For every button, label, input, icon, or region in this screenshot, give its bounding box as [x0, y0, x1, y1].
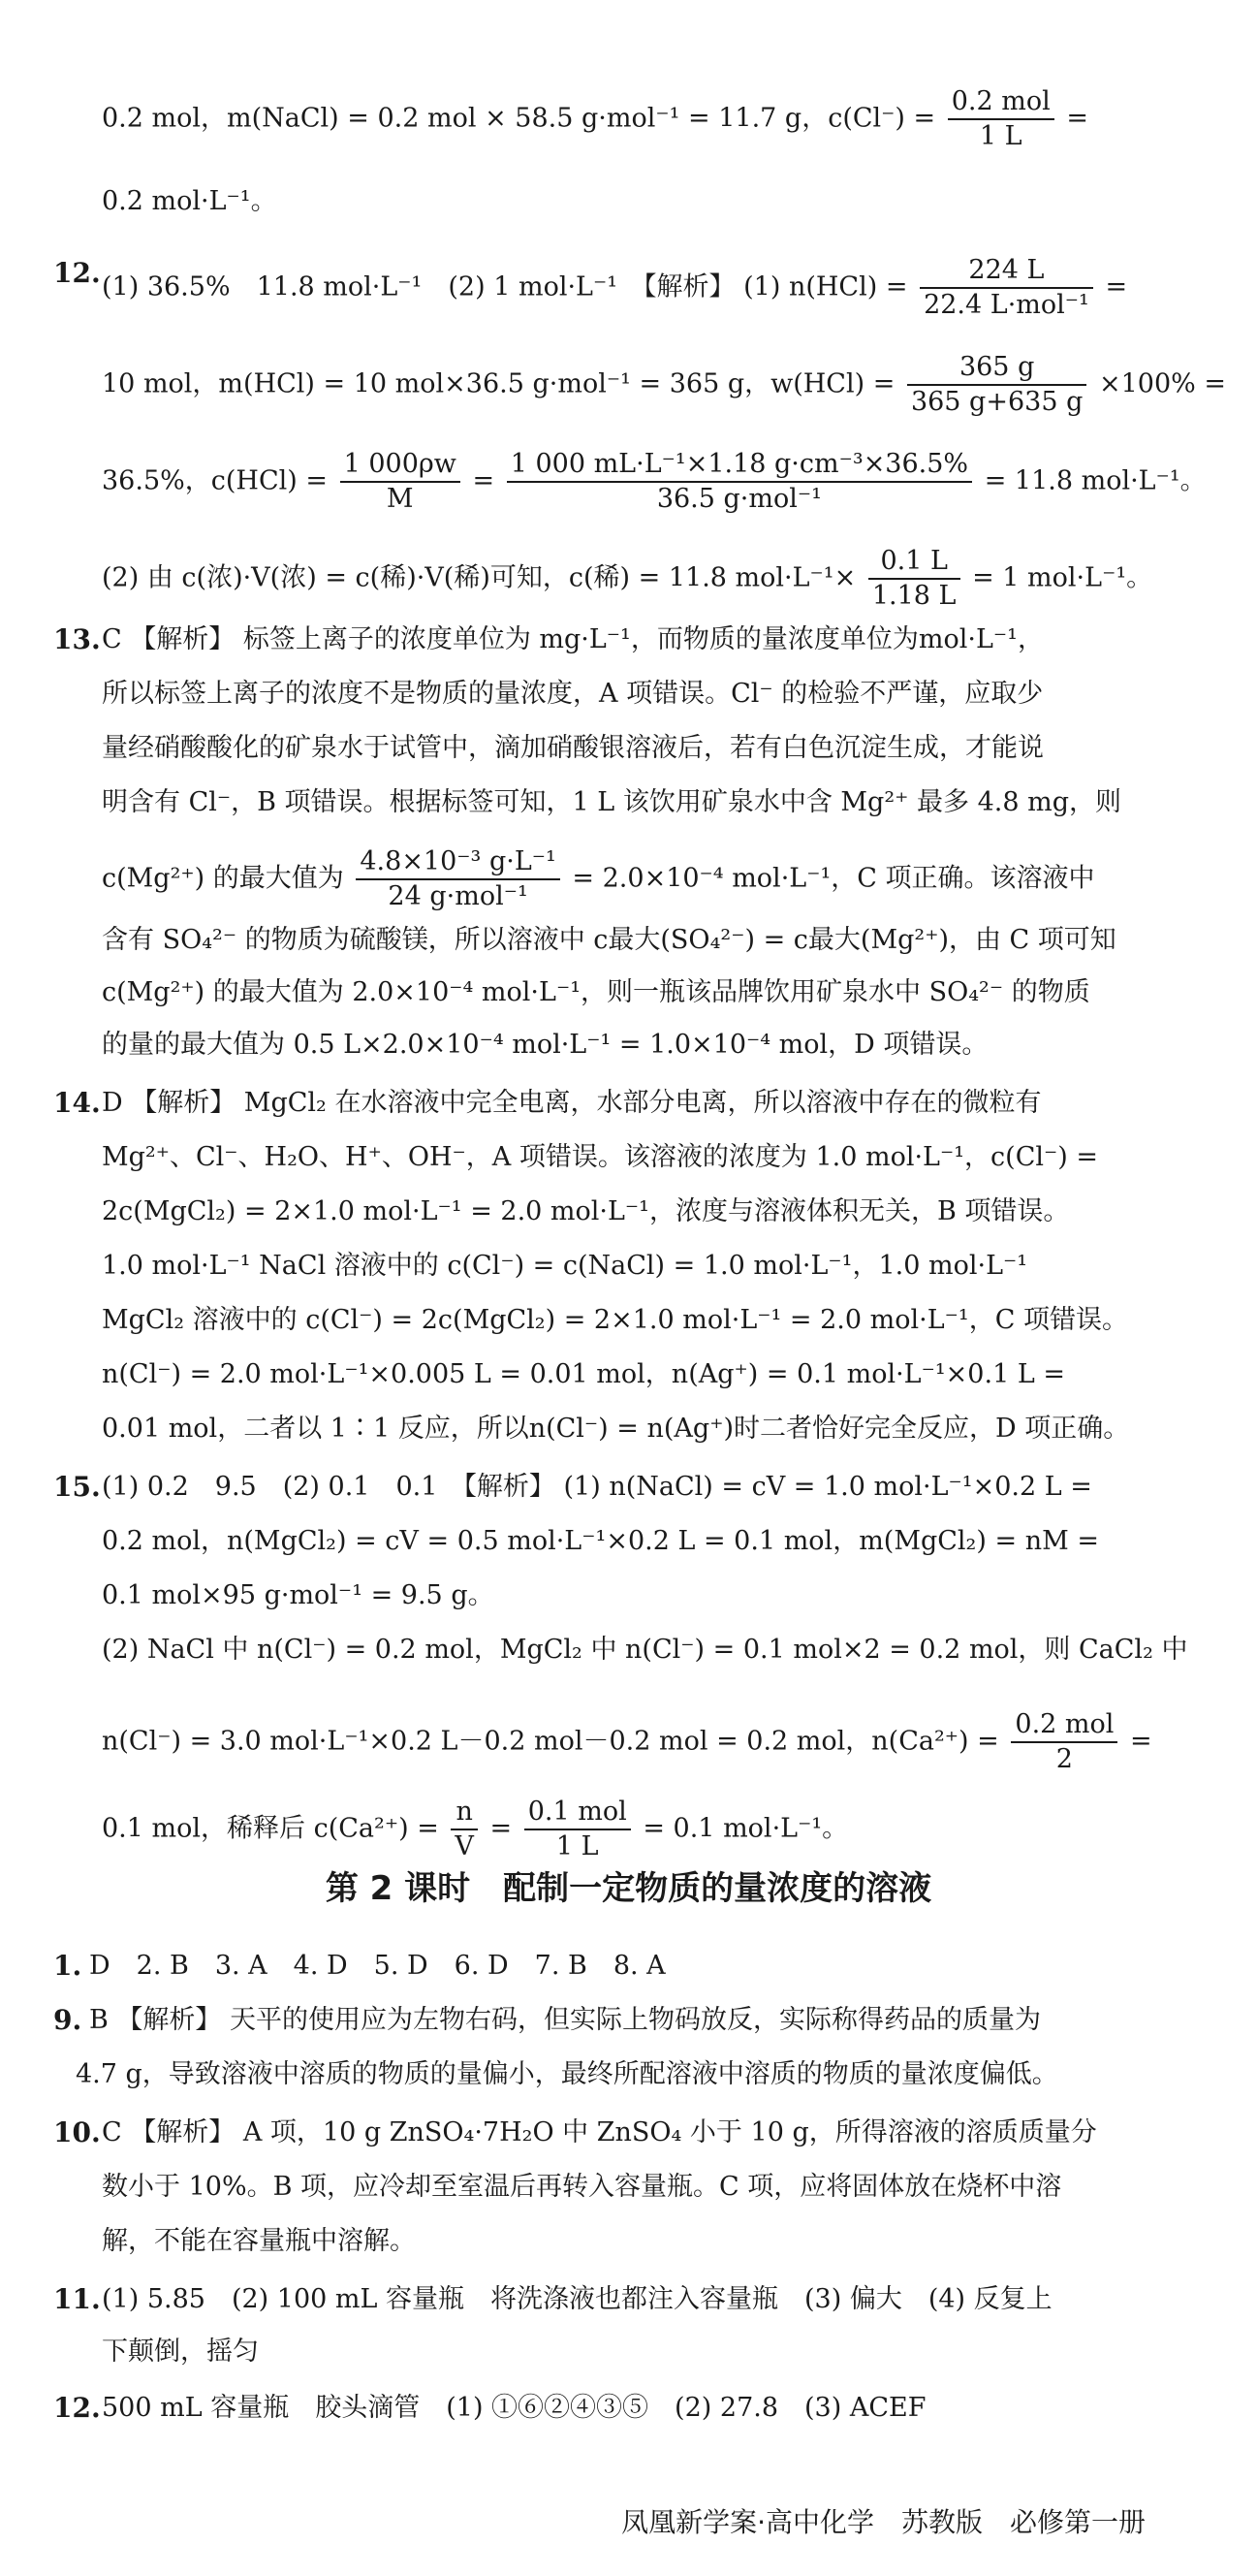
question-number: 14. — [53, 1087, 101, 1119]
line-s8: 下颠倒，摇匀 — [102, 2337, 259, 2367]
line-14: 的量的最大值为 0.5 L×2.0×10⁻⁴ mol·L⁻¹ = 1.0×10⁻⁴ mol，D 项错误。 — [102, 1030, 989, 1060]
line-7: C 【解析】 标签上离子的浓度单位为 mg·L⁻¹，而物质的量浓度单位为mol·L⁻¹， — [102, 624, 1044, 654]
fraction: $\frac{224 L}{\text{22.4 L·mol⁻¹}}$ — [920, 254, 1093, 322]
line-19: MgCl₂ 溶液中的 c(Cl⁻) = 2c(MgCl₂) = 2×1.0 mol·L⁻¹ = 2.0 mol·L⁻¹，C 项错误。 — [102, 1305, 1128, 1335]
page-footer: 凤凰新学案·高中化学 苏教版 必修第一册 — [621, 2506, 1146, 2538]
line-10: 明含有 Cl⁻，B 项错误。根据标签可知，1 L 该饮用矿泉水中含 Mg²⁺ 最多 4.8 mg，则 — [102, 787, 1121, 817]
fraction: $\frac{1 000\rho w}{M}$ — [340, 448, 460, 516]
line-27: 0.1 mol，稀释后 c(Ca²⁺) = $\frac{n}{V}$ = $\frac{\text{0.1 mol}}{1 L}$ = 0.1 mol·L⁻¹。 — [102, 1797, 849, 1861]
question-number: 15. — [53, 1471, 101, 1503]
line-16: Mg²⁺、Cl⁻、H₂O、H⁺、OH⁻，A 项错误。该溶液的浓度为 1.0 mol·L⁻¹，c(Cl⁻) = — [102, 1142, 1098, 1172]
fraction: $\frac{\text{0.2 mol}}{2}$ — [1011, 1708, 1117, 1776]
fraction: $\frac{\text{1 000 mL·L⁻¹×1.18 g·cm⁻³×36.5\%}}{\text{36.5 g·mol⁻¹}}$ — [507, 448, 972, 516]
line-15: D 【解析】 MgCl₂ 在水溶液中完全电离，水部分电离，所以溶液中存在的微粒有 — [102, 1088, 1042, 1118]
line-22: (1) 0.2 9.5 (2) 0.1 0.1 【解析】 (1) n(NaCl) = cV = 1.0 mol·L⁻¹×0.2 L = — [102, 1472, 1092, 1502]
line-23: 0.2 mol，n(MgCl₂) = cV = 0.5 mol·L⁻¹×0.2 L = 0.1 mol，m(MgCl₂) = nM = — [102, 1526, 1099, 1556]
line-24: 0.1 mol×95 g·mol⁻¹ = 9.5 g。 — [102, 1580, 494, 1610]
line-s2: B 【解析】 天平的使用应为左物右码，但实际上物码放反，实际称得药品的质量为 — [89, 2005, 1042, 2035]
fraction: $\frac{\text{0.1 mol}}{1 L}$ — [524, 1796, 631, 1863]
question-number: 11. — [53, 2283, 101, 2315]
line-1: 0.2 mol，m(NaCl) = 0.2 mol × 58.5 g·mol⁻¹ = 11.7 g，c(Cl⁻) = $\frac{\text{0.2 mol}}{1 L}$ = — [102, 86, 1088, 151]
line-13: c(Mg²⁺) 的最大值为 2.0×10⁻⁴ mol·L⁻¹，则一瓶该品牌饮用矿泉水中 SO₄²⁻ 的物质 — [102, 977, 1090, 1007]
line-5: 36.5%，c(HCl) = $\frac{1 000\rho w}{M}$ = $\frac{\text{1 000 mL·L⁻¹×1.18 g·cm⁻³×36.5\%}}{\text{36.5 g·mol⁻¹}}$ = 11.8 mol·L⁻¹。 — [102, 449, 1207, 514]
line-8: 所以标签上离子的浓度不是物质的量浓度，A 项错误。Cl⁻ 的检验不严谨，应取少 — [102, 679, 1044, 709]
line-21: 0.01 mol，二者以 1∶1 反应，所以n(Cl⁻) = n(Ag⁺)时二者恰好完全反应，D 项正确。 — [102, 1414, 1130, 1444]
line-s4: C 【解析】 A 项，10 g ZnSO₄·7H₂O 中 ZnSO₄ 小于 10 g，所得溶液的溶质质量分 — [102, 2117, 1097, 2147]
question-number: 10. — [53, 2116, 101, 2148]
question-number: 12. — [53, 257, 101, 289]
question-number: 12. — [53, 2392, 101, 2424]
fraction: $\frac{\text{0.2 mol}}{1 L}$ — [948, 85, 1054, 153]
line-25: (2) NaCl 中 n(Cl⁻) = 0.2 mol，MgCl₂ 中 n(Cl⁻) = 0.1 mol×2 = 0.2 mol，则 CaCl₂ 中 — [102, 1635, 1188, 1665]
question-number: 9. — [53, 2004, 82, 2036]
line-20: n(Cl⁻) = 2.0 mol·L⁻¹×0.005 L = 0.01 mol，n(Ag⁺) = 0.1 mol·L⁻¹×0.1 L = — [102, 1359, 1065, 1389]
line-26: n(Cl⁻) = 3.0 mol·L⁻¹×0.2 L－0.2 mol－0.2 mol = 0.2 mol，n(Ca²⁺) = $\frac{\text{0.2 mol}}{2}$ = — [102, 1709, 1152, 1774]
line-17: 2c(MgCl₂) = 2×1.0 mol·L⁻¹ = 2.0 mol·L⁻¹，浓度与溶液体积无关，B 项错误。 — [102, 1196, 1070, 1226]
line-18: 1.0 mol·L⁻¹ NaCl 溶液中的 c(Cl⁻) = c(NaCl) = 1.0 mol·L⁻¹，1.0 mol·L⁻¹ — [102, 1251, 1028, 1281]
question-number: 1. — [53, 1950, 82, 1982]
line-2: 0.2 mol·L⁻¹。 — [102, 186, 277, 216]
question-number: 13. — [53, 623, 101, 655]
line-s6: 解，不能在容量瓶中溶解。 — [102, 2226, 416, 2256]
line-6: (2) 由 c(浓)·V(浓) = c(稀)·V(稀)可知，c(稀) = 11.8 mol·L⁻¹× $\frac{0.1 L}{1.18 L}$ = 1 mol·L⁻¹。 — [102, 546, 1153, 611]
fraction: $\frac{\text{4.8×10⁻³ g·L⁻¹}}{\text{24 g·mol⁻¹}}$ — [356, 845, 559, 913]
section-heading: 第 2 课时 配制一定物质的量浓度的溶液 — [325, 1869, 932, 1908]
line-3: (1) 36.5% 11.8 mol·L⁻¹ (2) 1 mol·L⁻¹ 【解析】 (1) n(HCl) = $\frac{224 L}{\text{22.4 L·mol⁻¹}}$ = — [102, 255, 1128, 320]
line-s9: 500 mL 容量瓶 胶头滴管 (1) ①⑥②④③⑤ (2) 27.8 (3) ACEF — [102, 2393, 927, 2423]
fraction: $\frac{0.1 L}{1.18 L}$ — [868, 545, 960, 613]
line-4: 10 mol，m(HCl) = 10 mol×36.5 g·mol⁻¹ = 365 g，w(HCl) = $\frac{365 g}{365 g+635 g}$ ×100% = — [102, 352, 1226, 417]
line-12: 含有 SO₄²⁻ 的物质为硫酸镁，所以溶液中 c最大(SO₄²⁻) = c最大(Mg²⁺)，由 C 项可知 — [102, 925, 1116, 955]
line-s5: 数小于 10%。B 项，应冷却至室温后再转入容量瓶。C 项，应将固体放在烧杯中溶 — [102, 2172, 1062, 2202]
line-9: 量经硝酸酸化的矿泉水于试管中，滴加硝酸银溶液后，若有白色沉淀生成，才能说 — [102, 733, 1044, 763]
fraction: $\frac{n}{V}$ — [451, 1796, 478, 1863]
fraction: $\frac{365 g}{365 g+635 g}$ — [907, 351, 1086, 419]
line-s1: D 2. B 3. A 4. D 5. D 6. D 7. B 8. A — [89, 1951, 666, 1981]
line-s7: (1) 5.85 (2) 100 mL 容量瓶 将洗涤液也都注入容量瓶 (3) 偏大 (4) 反复上 — [102, 2284, 1053, 2314]
line-s3: 4.7 g，导致溶液中溶质的物质的量偏小，最终所配溶液中溶质的物质的量浓度偏低。 — [76, 2059, 1058, 2089]
line-11: c(Mg²⁺) 的最大值为 $\frac{\text{4.8×10⁻³ g·L⁻¹}}{\text{24 g·mol⁻¹}}$ = 2.0×10⁻⁴ mol·L⁻¹，C 项正确。该溶液中 — [102, 846, 1095, 911]
